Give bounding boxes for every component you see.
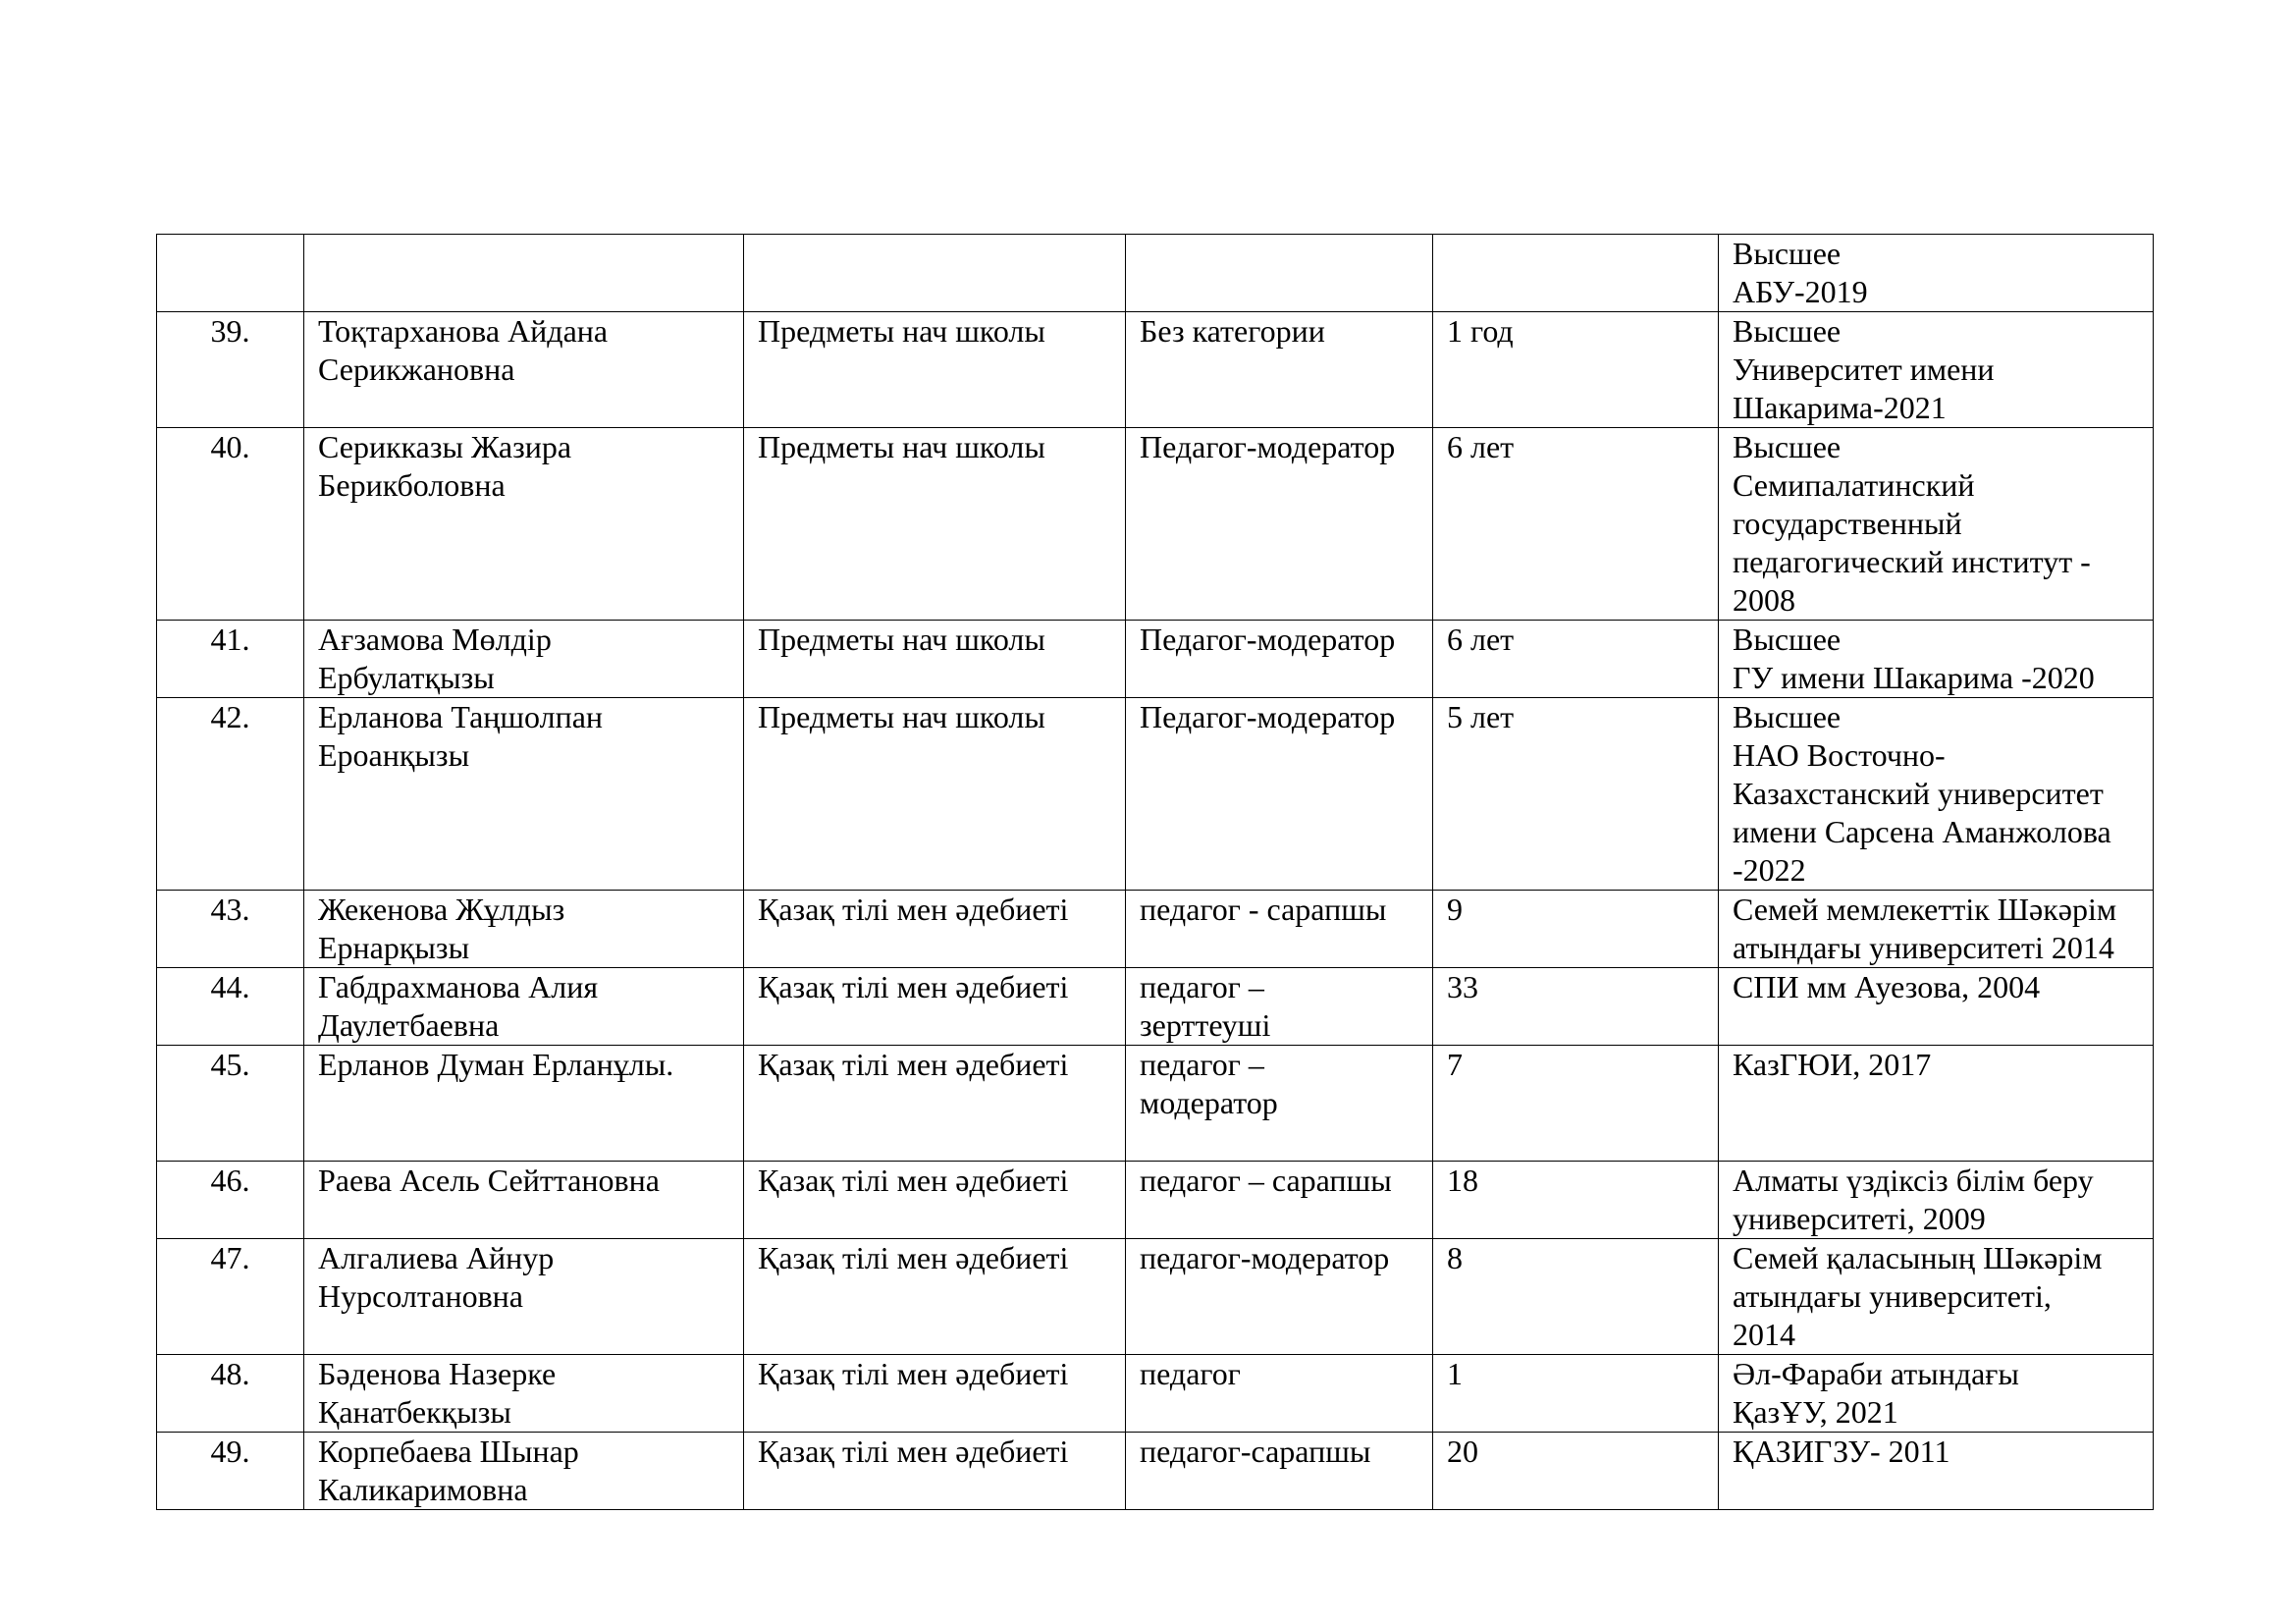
experience-cell: 5 лет bbox=[1433, 698, 1719, 891]
subject-cell: Предметы нач школы bbox=[744, 698, 1126, 891]
category-cell: педагог – сарапшы bbox=[1126, 1162, 1433, 1239]
row-number-cell: 41. bbox=[157, 621, 304, 698]
teacher-name-cell: Ағзамова Мөлдір Ербулатқызы bbox=[304, 621, 744, 698]
subject-cell: Қазақ тілі мен әдебиеті bbox=[744, 1433, 1126, 1510]
row-number-cell: 40. bbox=[157, 428, 304, 621]
experience-cell bbox=[1433, 235, 1719, 312]
row-number-cell: 47. bbox=[157, 1239, 304, 1355]
experience-cell: 9 bbox=[1433, 891, 1719, 968]
category-cell: Педагог-модератор bbox=[1126, 428, 1433, 621]
experience-cell: 1 год bbox=[1433, 312, 1719, 428]
subject-cell: Қазақ тілі мен әдебиеті bbox=[744, 1162, 1126, 1239]
subject-cell: Қазақ тілі мен әдебиеті bbox=[744, 968, 1126, 1046]
category-cell: педагог – модератор bbox=[1126, 1046, 1433, 1162]
subject-cell: Қазақ тілі мен әдебиеті bbox=[744, 1046, 1126, 1162]
category-cell: педагог-модератор bbox=[1126, 1239, 1433, 1355]
experience-cell: 20 bbox=[1433, 1433, 1719, 1510]
teacher-name-cell: Серикказы Жазира Берикболовна bbox=[304, 428, 744, 621]
table-row bbox=[157, 428, 2154, 621]
subject-cell: Предметы нач школы bbox=[744, 428, 1126, 621]
subject-cell bbox=[744, 235, 1126, 312]
table-body bbox=[157, 235, 2154, 1510]
education-cell: Семей мемлекеттік Шәкәрім атындағы университеті 2014 bbox=[1719, 891, 2154, 968]
table-row bbox=[157, 312, 2154, 428]
teacher-name-cell bbox=[304, 235, 744, 312]
teacher-name-cell: Раева Асель Сейттановна bbox=[304, 1162, 744, 1239]
teacher-name-cell: Жекенова Жұлдыз Ернарқызы bbox=[304, 891, 744, 968]
table-row bbox=[157, 621, 2154, 698]
table-row bbox=[157, 1162, 2154, 1239]
table-row bbox=[157, 1046, 2154, 1162]
row-number-cell: 42. bbox=[157, 698, 304, 891]
subject-cell: Қазақ тілі мен әдебиеті bbox=[744, 1239, 1126, 1355]
education-cell: СПИ мм Ауезова, 2004 bbox=[1719, 968, 2154, 1046]
subject-cell: Предметы нач школы bbox=[744, 621, 1126, 698]
row-number-cell: 39. bbox=[157, 312, 304, 428]
row-number-cell: 48. bbox=[157, 1355, 304, 1433]
table-row bbox=[157, 235, 2154, 312]
category-cell bbox=[1126, 235, 1433, 312]
row-number-cell: 49. bbox=[157, 1433, 304, 1510]
teacher-name-cell: Габдрахманова Алия Даулетбаевна bbox=[304, 968, 744, 1046]
teacher-name-cell: Алгалиева Айнур Нурсолтановна bbox=[304, 1239, 744, 1355]
category-cell: Без категории bbox=[1126, 312, 1433, 428]
table-row bbox=[157, 1433, 2154, 1510]
category-cell: педагог - сарапшы bbox=[1126, 891, 1433, 968]
row-number-cell bbox=[157, 235, 304, 312]
row-number-cell: 46. bbox=[157, 1162, 304, 1239]
category-cell: педагог – зерттеуші bbox=[1126, 968, 1433, 1046]
education-cell: Әл-Фараби атындағы ҚазҰУ, 2021 bbox=[1719, 1355, 2154, 1433]
education-cell: Высшее НАО Восточно- Казахстанский университет имени Сарсена Аманжолова -2022 bbox=[1719, 698, 2154, 891]
subject-cell: Қазақ тілі мен әдебиеті bbox=[744, 891, 1126, 968]
category-cell: педагог bbox=[1126, 1355, 1433, 1433]
education-cell: Высшее Университет имени Шакарима-2021 bbox=[1719, 312, 2154, 428]
table-row bbox=[157, 1239, 2154, 1355]
category-cell: педагог-сарапшы bbox=[1126, 1433, 1433, 1510]
education-cell: Семей қаласының Шәкәрім атындағы университеті, 2014 bbox=[1719, 1239, 2154, 1355]
teacher-name-cell: Ерланова Таңшолпан Ероанқызы bbox=[304, 698, 744, 891]
row-number-cell: 43. bbox=[157, 891, 304, 968]
education-cell: Высшее Семипалатинский государственный педагогический институт - 2008 bbox=[1719, 428, 2154, 621]
experience-cell: 7 bbox=[1433, 1046, 1719, 1162]
education-cell: Алматы үздіксіз білім беру университеті, 2009 bbox=[1719, 1162, 2154, 1239]
table-row bbox=[157, 698, 2154, 891]
staff-table bbox=[156, 234, 2154, 1510]
experience-cell: 33 bbox=[1433, 968, 1719, 1046]
category-cell: Педагог-модератор bbox=[1126, 621, 1433, 698]
category-cell: Педагог-модератор bbox=[1126, 698, 1433, 891]
table-row bbox=[157, 1355, 2154, 1433]
education-cell: Высшее ГУ имени Шакарима -2020 bbox=[1719, 621, 2154, 698]
experience-cell: 1 bbox=[1433, 1355, 1719, 1433]
teacher-name-cell: Бәденова Назерке Қанатбекқызы bbox=[304, 1355, 744, 1433]
row-number-cell: 45. bbox=[157, 1046, 304, 1162]
teacher-name-cell: Ерланов Думан Ерланұлы. bbox=[304, 1046, 744, 1162]
subject-cell: Қазақ тілі мен әдебиеті bbox=[744, 1355, 1126, 1433]
subject-cell: Предметы нач школы bbox=[744, 312, 1126, 428]
teacher-name-cell: Тоқтарханова Айдана Серикжановна bbox=[304, 312, 744, 428]
experience-cell: 6 лет bbox=[1433, 428, 1719, 621]
row-number-cell: 44. bbox=[157, 968, 304, 1046]
teacher-name-cell: Корпебаева Шынар Каликаримовна bbox=[304, 1433, 744, 1510]
table-row bbox=[157, 891, 2154, 968]
education-cell: КазГЮИ, 2017 bbox=[1719, 1046, 2154, 1162]
experience-cell: 8 bbox=[1433, 1239, 1719, 1355]
experience-cell: 6 лет bbox=[1433, 621, 1719, 698]
education-cell: Высшее АБУ-2019 bbox=[1719, 235, 2154, 312]
experience-cell: 18 bbox=[1433, 1162, 1719, 1239]
education-cell: ҚАЗИГЗУ- 2011 bbox=[1719, 1433, 2154, 1510]
table-row bbox=[157, 968, 2154, 1046]
